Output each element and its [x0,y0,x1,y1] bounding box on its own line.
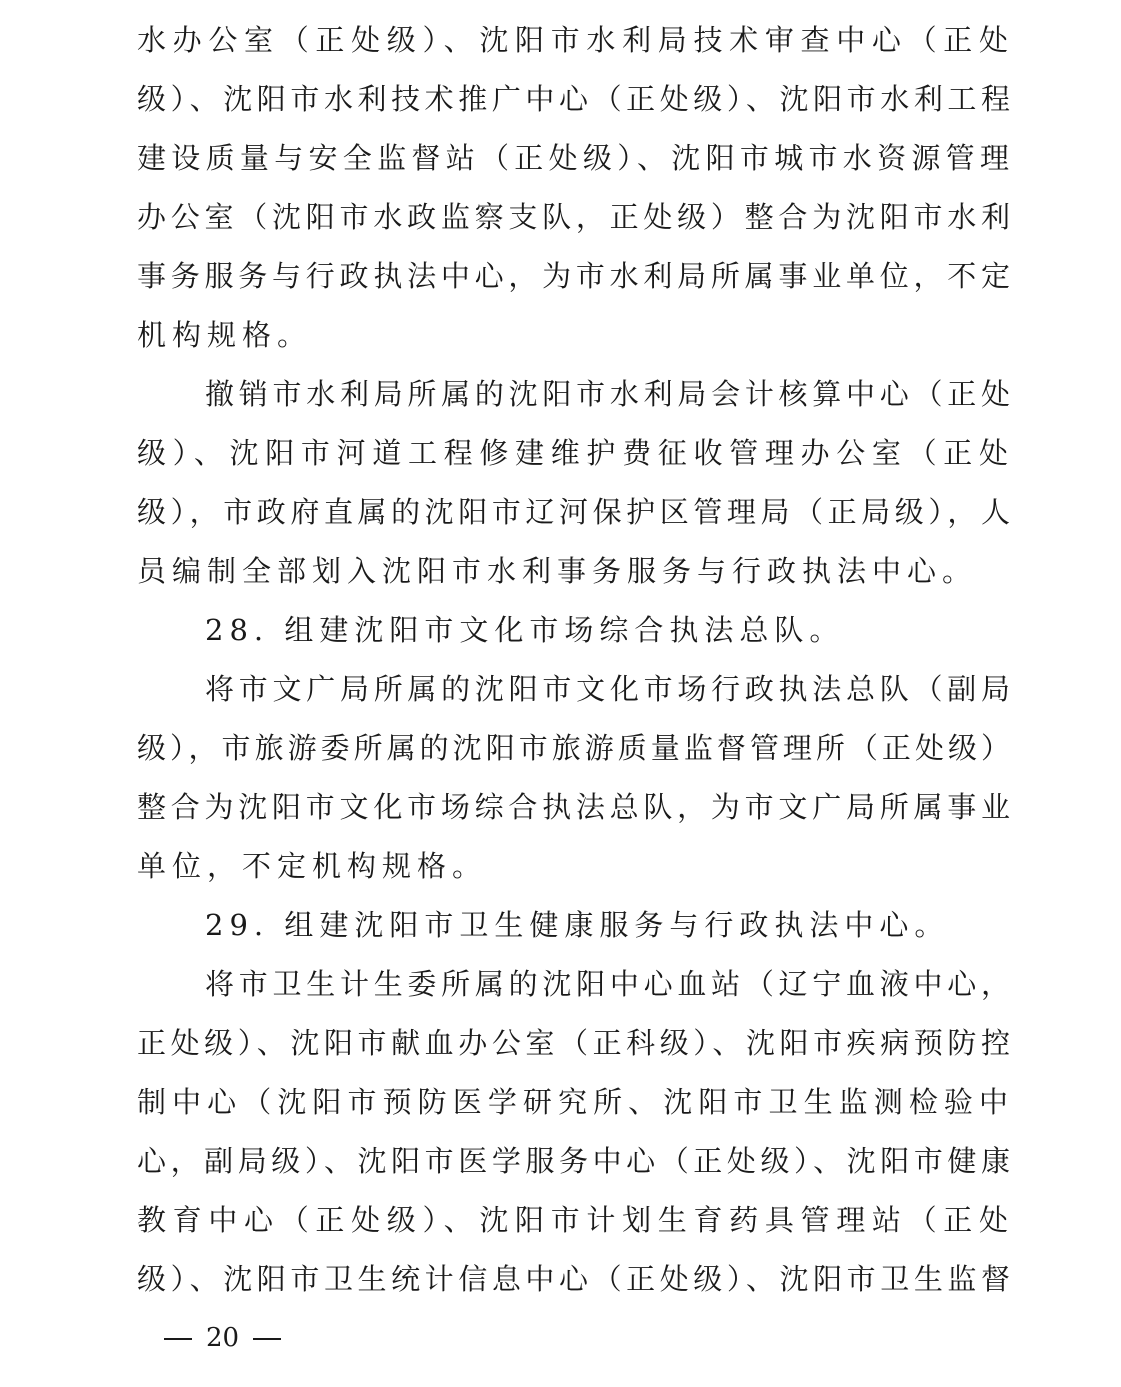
section-heading-29: 29. 组建沈阳市卫生健康服务与行政执法中心。 [205,908,950,942]
text-line-17: 将市卫生计生委所属的沈阳中心血站（辽宁血液中心， [205,967,1014,1001]
text-line-21: 教育中心（正处级）、沈阳市计划生育药具管理站（正处 [137,1203,1014,1237]
text-line-18: 正处级）、沈阳市献血办公室（正科级）、沈阳市疾病预防控 [137,1026,1014,1060]
text-line-4: 办公室（沈阳市水政监察支队，正处级）整合为沈阳市水利 [137,200,1014,234]
text-line-14: 整合为沈阳市文化市场综合执法总队，为市文广局所属事业 [137,790,1014,824]
text-line-3: 建设质量与安全监督站（正处级）、沈阳市城市水资源管理 [137,141,1014,175]
text-line-20: 心，副局级）、沈阳市医学服务中心（正处级）、沈阳市健康 [137,1144,1014,1178]
text-line-1: 水办公室（正处级）、沈阳市水利局技术审查中心（正处 [137,23,1014,57]
text-line-15: 单位，不定机构规格。 [137,849,488,883]
text-line-12: 将市文广局所属的沈阳市文化市场行政执法总队（副局 [205,672,1014,706]
text-line-13: 级），市旅游委所属的沈阳市旅游质量监督管理所（正处级） [137,731,1014,765]
text-line-19: 制中心（沈阳市预防医学研究所、沈阳市卫生监测检验中 [137,1085,1014,1119]
text-line-5: 事务服务与行政执法中心，为市水利局所属事业单位，不定 [137,259,1014,293]
footer-dash-left [164,1338,192,1340]
footer-dash-right [253,1338,281,1340]
page-number: 20 [206,1323,240,1353]
page-footer [150,1320,295,1356]
text-line-7: 撤销市水利局所属的沈阳市水利局会计核算中心（正处 [205,377,1014,411]
text-line-9: 级），市政府直属的沈阳市辽河保护区管理局（正局级），人 [137,495,1014,529]
text-line-22: 级）、沈阳市卫生统计信息中心（正处级）、沈阳市卫生监督 [137,1262,1014,1296]
text-line-6: 机构规格。 [137,318,313,352]
text-line-2: 级）、沈阳市水利技术推广中心（正处级）、沈阳市水利工程 [137,82,1014,116]
text-line-8: 级）、沈阳市河道工程修建维护费征收管理办公室（正处 [137,436,1014,470]
text-line-10: 员编制全部划入沈阳市水利事务服务与行政执法中心。 [137,554,978,588]
section-heading-28: 28. 组建沈阳市文化市场综合执法总队。 [205,613,845,647]
